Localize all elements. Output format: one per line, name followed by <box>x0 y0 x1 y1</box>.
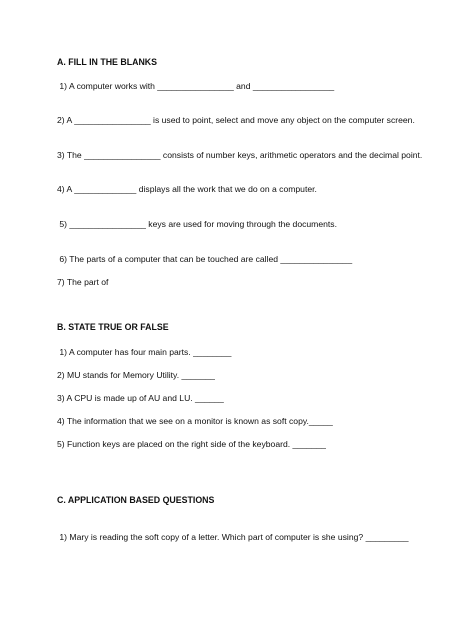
question-a7: 7) The part of <box>57 277 109 287</box>
section-c-heading: C. APPLICATION BASED QUESTIONS <box>57 495 215 505</box>
question-b3: 3) A CPU is made up of AU and LU. ______ <box>57 393 224 403</box>
question-a1: 1) A computer works with ________________ and _________________ <box>57 81 335 91</box>
question-b1: 1) A computer has four main parts. ________ <box>57 347 232 357</box>
question-a6: 6) The parts of a computer that can be touched are called _______________ <box>57 254 353 264</box>
section-a-heading: A. FILL IN THE BLANKS <box>57 57 158 67</box>
question-a5: 5) ________________ keys are used for moving through the documents. <box>57 219 337 229</box>
question-a2: 2) A ________________ is used to point, select and move any object on the computer screen. <box>57 115 415 125</box>
section-b-heading: B. STATE TRUE OR FALSE <box>57 322 169 332</box>
question-b4: 4) The information that we see on a monitor is known as soft copy._____ <box>57 416 333 426</box>
question-b5: 5) Function keys are placed on the right side of the keyboard. _______ <box>57 439 326 449</box>
question-c1: 1) Mary is reading the soft copy of a letter. Which part of computer is she using? _________ <box>57 532 409 542</box>
question-a4: 4) A _____________ displays all the work that we do on a computer. <box>57 184 317 194</box>
question-b2: 2) MU stands for Memory Utility. _______ <box>57 370 215 380</box>
question-a3: 3) The ________________ consists of number keys, arithmetic operators and the decimal point. <box>57 150 423 160</box>
